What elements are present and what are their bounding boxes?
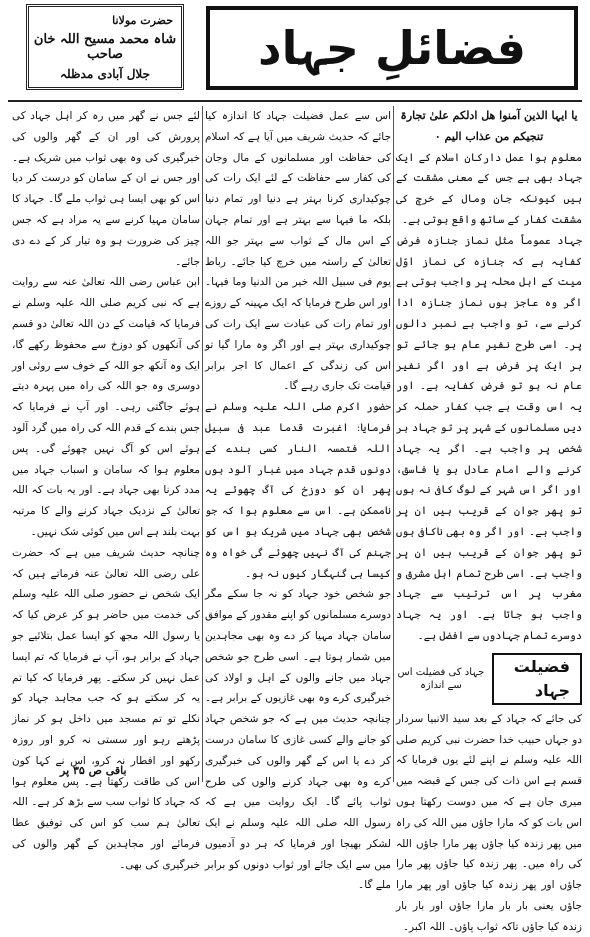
continued-on-page-note: باقی ص ۳۵ پر [60,764,127,777]
paragraph: کی جائے کہ جہاد کے بعد سید الانبیا سردار دو جہاں حبیب خدا حضرت نبی کریم صلی اللہ علیہ وسلم نے اپنے لئے یوں فرمایا کہ قسم ہے اس ذات کی جس کے قبضہ میں میری جان ہے کہ میں دوست رکھتا ہوں اس بات کو کہ مارا جاؤں میں اللہ کی راہ میں پھر زندہ کیا جاؤں پھر مارا جاؤں اللہ کی راہ میں۔ پھر زندہ کیا جاؤں پھر مارا جاؤں اور پھر زندہ کیا جاؤں اور پھر مارا جاؤں یعنی بار بار مارا جاؤں اور بار بار زندہ کیا جاؤں تاکہ ثواب پاؤں۔ اللہ اکبر۔ [396,712,582,933]
author-place: جلال آبادی مدظلہ [60,66,150,81]
paragraph: ابن عباس رضی اللہ تعالیٰ عنہ سے روایت ہے کہ نبی کریم صلی اللہ علیہ وسلم نے فرمایا کہ قیامت کے دن اللہ تعالیٰ دو قسم کی آنکھوں کو دوزخ سے محفوظ رکھے گا، ایک وہ آنکھ جو اللہ کے خوف سے روئی اور دوسری وہ جو اللہ کی راہ میں پہرہ دیتے ہوئے جاگتی رہی۔ اور آپ نے فرمایا کہ جس بندے کے قدم اللہ کی راہ میں گرد آلود ہوئے اس کو آگ نہیں چھوئے گی۔ پس معلوم ہوا کہ سامان و اسباب جہاد میں مدد کرنا بھی جہاد ہے۔ اور یہ بات کہ اللہ تعالیٰ کے نزدیک جہاد کرنے والے کا مرتبہ بہت بلند ہے اس میں کوئی شک نہیں۔ [12,276,200,538]
paragraph: چنانچہ حدیث شریف میں ہے کہ حضرت علی رضی اللہ تعالیٰ عنہ فرماتے ہیں کہ ایک شخص نے حضور صلی اللہ علیہ وسلم کی خدمت میں حاضر ہو کر عرض کیا کہ یا رسول اللہ مجھ کو ایسا عمل بتلائیے جو جہاد کے برابر ہو، آپ نے فرمایا کہ تم ایسا عمل نہیں کر سکتے۔ پھر فرمایا کہ کیا تم یہ کر سکتے ہو کہ جب مجاہد جہاد کو نکلے تو تم مسجد میں داخل ہو کر نماز پڑھتے رہو اور سستی نہ کرو اور روزہ رکھو اور افطار نہ کرو، اس نے کہا کون اس کی طاقت رکھتا ہے۔ پس معلوم ہوا کہ جہاد کا ثواب سب سے بڑھ کر ہے۔ اللہ تعالیٰ ہم سب کو اس کی توفیق عطا فرمائے اور مجاہدین کے گھر والوں کی خبرگیری کی بھی۔ [12,546,200,871]
paragraph: جو شخص خود جہاد کو نہ جا سکے مگر دوسرے مسلمانوں کو اپنے مقدور کے موافق سامان جہاد مہیا کر دے وہ بھی مجاہدین میں شمار ہوتا ہے۔ اسی طرح جو شخص جہاد میں جانے والوں کے اہل و اولاد کی خبرگیری کرے وہ بھی غازیوں کے برابر ہے۔ چنانچہ حدیث میں ہے کہ جو شخص جہاد کو جانے والے کسی غازی کا سامان درست کر دے یا اس کے گھر والوں کی خبرگیری کرے وہ بھی جہاد کرنے والوں کی طرح ثواب پائے گا۔ ایک روایت میں ہے کہ رسول اللہ صلی اللہ علیہ وسلم نے ایک لشکر بھیجا اور فرمایا کہ ہر دو آدمیوں میں سے ایک جائے اور ثواب دونوں کو برابر ملے گا۔ [205,588,391,892]
quranic-verse: یا ایہا الذین آمنوا ھل ادلکم علیٰ تجارۃ تنجیکم من عذاب الیم ۰ [400,109,578,143]
title-box [206,6,578,90]
column-left [12,106,200,871]
section-heading [396,653,582,705]
column-middle [205,106,391,892]
section-heading-note: جہاد کی فضیلت اس سے اندازہ [397,666,485,691]
author-name: شاہ محمد مسیح اللہ خان صاحب [33,31,177,62]
paragraph: معلوم ہوا عمل دارکان اسلام کے ایک جہاد بھی ہے جس کے معنی مشقت کے ہیں کیونکہ جان ومال کے خرچ کی مشقت کفار کے ساتھ واقع ہوتی ہے۔ [396,151,582,226]
paragraph: اس سے عمل فضیلت جہاد کا اندازہ کیا جائے کہ حدیث شریف میں آیا ہے کہ اسلام کی حفاظت اور مسلمانوں کے مال وجان کی کفار سے حفاظت کے لئے ایک رات کی چوکیداری کرنا بہتر ہے دنیا اور تمام دنیا بلکہ ما فیہا سے بہتر ہے اور تمام جہان کے اس مال کے ثواب سے بہتر جو اللہ تعالیٰ کے راستہ میں خرچ کیا جائے۔ رباط یوم فی سبیل اللہ خیر من الدنیا وما فیہا۔ اور اس طرح فرمایا کہ ایک مہینہ کے روزے اور تمام رات کی عبادت سے ایک رات کی چوکیداری بہتر ہے اور اگر وہ مارا گیا تو اس کی زندگی کے اعمال کا اجر برابر قیامت تک جاری رہے گا۔ [205,110,391,393]
paragraph: جہاد عموماً مثل نماز جنازہ فرض کفایہ ہے کہ جنازہ کی نماز اوّل میت کے اہل محلہ پر واجب ہوتی ہے اگر وہ عاجز ہوں نماز جنازہ ادا کرنے سے، تو واجب ہے نمبر دالوں پر۔ اسی طرح نفیرِ عام ہو جائے تو ہر ایک پر فرض ہے اور اگر نفیر عام نہ ہو تو فرض کفایہ ہے۔ اور یہ اس وقت ہے جب کفار حملہ کر دیں مسلمانوں کے شہر پر تو جہاد ہر شخص پر واجب ہے۔ اگر یہ جہاد کرنے والے امام عادل ہو یا فاسق، اور اگر اس شہر کے لوگ کافی نہ ہوں تو پھر جوان کے قریب ہیں ان پر واجب ہے۔ اور اگر وہ بھی ناکافی ہوں تو پھر جوان کے قریب ہیں ان پر واجب ہے۔ اسی طرح تمام اہل مشرق و مغرب پر اس ترتیب سے جہاد واجب ہو جاتا ہے۔ اور یہ جہاد دوسرے تمام جہادوں سے افضل ہے۔ [396,234,582,642]
section-heading-title: فضیلت جہاد [492,653,582,705]
column-right [396,106,582,933]
paragraph: لئے جس نے گھر میں رہ کر اہل جہاد کی پرورش کی اور ان کے گھر والوں کی خبرگیری کی وہ بھی ثواب میں شریک ہے۔ اور جس نے ان کے سامان کو درست کر دیا اس کو بھی ایسا ہی ثواب ملے گا۔ جہاد کا سامان مہیا کرنے سے یہ مراد ہے کہ جس چیز کی ضرورت ہو وہ تیار کر کے دے دی جائے۔ [12,110,200,268]
header-divider [8,100,582,102]
paragraph: حضور اکرم صلی اللہ علیہ وسلم نے فرمایا: اغبرت قدما عبد فی سبیل اللہ فتمسہ النار کسی بندے کے دونوں قدم جہاد میں غبار آلود ہوں پھر ان کو دوزخ کی آگ چھوئے یہ ناممکن ہے۔ اس سے معلوم ہوا کہ جو شخص بھی جہاد میں شریک ہو اس کو جہنم کی آگ نہیں چھوئے گی خواہ وہ کیسا ہی گنہگار کیوں نہ ہو۔ [205,401,391,580]
column-divider [393,106,394,782]
article-title: فضائلِ جہاد [257,21,527,75]
author-honorific: حضرت مولانا [112,13,173,27]
author-box [26,4,184,90]
column-divider [202,106,203,782]
